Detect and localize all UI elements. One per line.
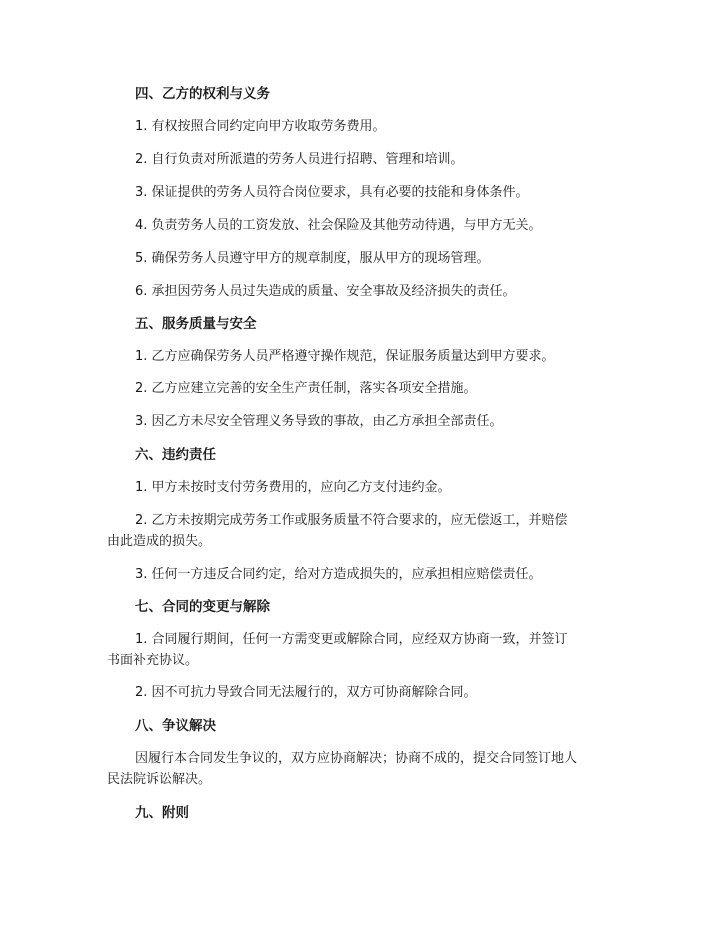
section-heading-8: 八、争议解决	[135, 718, 216, 734]
list-item: 6. 承担因劳务人员过失造成的质量、安全事故及经济损失的责任。	[135, 284, 516, 299]
section-heading-7: 七、合同的变更与解除	[135, 599, 270, 615]
list-item: 1. 乙方应确保劳务人员严格遵守操作规范，保证服务质量达到甲方要求。	[135, 349, 555, 364]
section-heading-6: 六、违约责任	[135, 447, 216, 463]
list-item: 5. 确保劳务人员遵守甲方的规章制度，服从甲方的现场管理。	[135, 251, 490, 266]
list-item: 4. 负责劳务人员的工资发放、社会保险及其他劳动待遇，与甲方无关。	[135, 218, 542, 233]
list-item: 3. 保证提供的劳务人员符合岗位要求，具有必要的技能和身体条件。	[135, 185, 529, 200]
section-heading-4: 四、乙方的权利与义务	[135, 86, 270, 102]
list-item: 3. 任何一方违反合同约定，给对方造成损失的，应承担相应赔偿责任。	[135, 567, 542, 582]
section-heading-5: 五、服务质量与安全	[135, 316, 257, 332]
list-item: 2. 因不可抗力导致合同无法履行的，双方可协商解除合同。	[135, 685, 477, 700]
list-item: 1. 合同履行期间，任何一方需变更或解除合同，应经双方协商一致，并签订	[135, 632, 568, 647]
list-item: 1. 甲方未按时支付劳务费用的，应向乙方支付违约金。	[135, 480, 451, 495]
list-item: 1. 有权按照合同约定向甲方收取劳务费用。	[135, 119, 386, 134]
section-heading-9: 九、附则	[135, 805, 189, 821]
list-item: 2. 乙方未按期完成劳务工作或服务质量不符合要求的，应无偿返工，并赔偿	[135, 513, 568, 528]
list-item: 2. 自行负责对所派遣的劳务人员进行招聘、管理和培训。	[135, 152, 464, 167]
list-item: 2. 乙方应建立完善的安全生产责任制，落实各项安全措施。	[135, 381, 477, 396]
paragraph-continuation: 民法院诉讼解决。	[107, 772, 212, 787]
list-item: 3. 因乙方未尽安全管理义务导致的事故，由乙方承担全部责任。	[135, 414, 503, 429]
list-item-continuation: 书面补充协议。	[107, 653, 199, 668]
list-item-continuation: 由此造成的损失。	[107, 534, 212, 549]
paragraph: 因履行本合同发生争议的，双方应协商解决；协商不成的，提交合同签订地人	[135, 751, 578, 766]
